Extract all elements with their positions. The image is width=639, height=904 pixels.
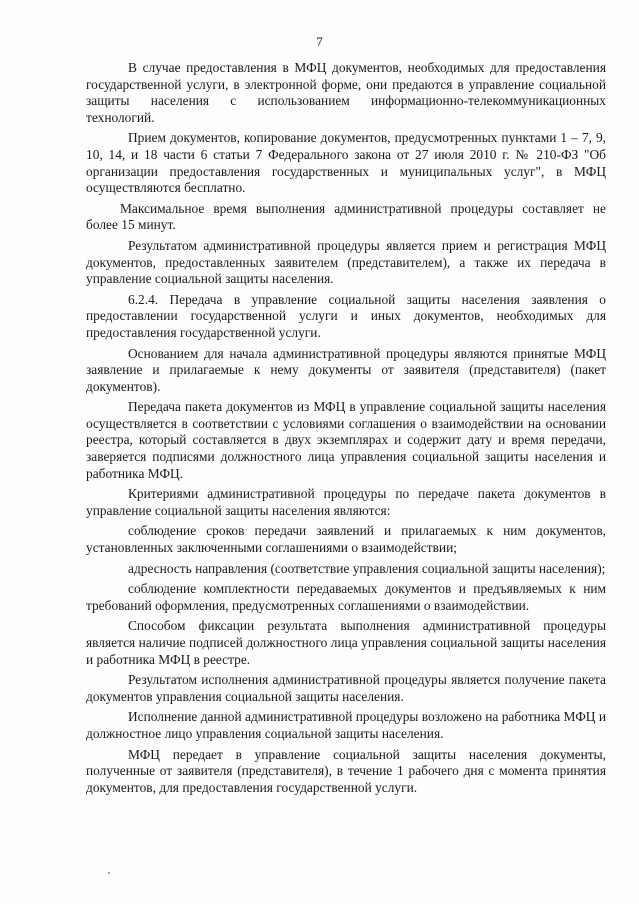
paragraph-procedure-basis: Основанием для начала административной процедуры являются принятые МФЦ заявление и прилагаемые к нему документы от заявителя (представителя) (пакет документов). bbox=[86, 345, 606, 394]
page-number: 7 bbox=[316, 34, 323, 49]
paragraph-max-time: Максимальное время выполнения административной процедуры составляет не более 15 минут. bbox=[86, 200, 606, 233]
scan-speck bbox=[108, 872, 110, 874]
paragraph-transfer-deadline: МФЦ передает в управление социальной защиты населения документы, полученные от заявителя (представителя), в течение 1 рабочего дня с момента принятия документов, для предоставления государственной услуги. bbox=[86, 746, 606, 795]
paragraph-criteria-completeness: соблюдение комплектности передаваемых документов и предъявляемых к ним требований оформления, предусмотренных соглашениями о взаимодействии. bbox=[86, 581, 606, 613]
paragraph-document-copying: Прием документов, копирование документов, предусмотренных пунктами 1 – 7, 9, 10, 14, и 18 части 6 статьи 7 Федерального закона от 27 июля 2010 г. № 210-ФЗ "Об организации предоставления государственных и муниципальных услуг", в МФЦ осуществляются бесплатно. bbox=[86, 130, 606, 196]
paragraph-fixation-method: Способом фиксации результата выполнения административной процедуры является наличие подписей должностного лица управления социальной защиты населения и работника МФЦ в реестре. bbox=[86, 618, 606, 667]
paragraph-procedure-result: Результатом административной процедуры является прием и регистрация МФЦ документов, предоставленных заявителем (представителем), а также их передача в управление социальной защиты населения. bbox=[86, 237, 606, 287]
paragraph-electronic-submission: В случае предоставления в МФЦ документов, необходимых для предоставления государственной услуги, в электронной форме, они предаются в управление социальной защиты населения с использованием информационно-телекоммуникационных технологий. bbox=[86, 60, 606, 125]
paragraph-criteria-addressing: адресность направления (соответствие управления социальной защиты населения); bbox=[128, 560, 606, 576]
paragraph-criteria-deadlines: соблюдение сроков передачи заявлений и прилагаемых к ним документов, установленных заключенными соглашениями о взаимодействии; bbox=[86, 523, 606, 556]
paragraph-responsible-persons: Исполнение данной административной процедуры возложено на работника МФЦ и должностное лицо управления социальной защиты населения. bbox=[86, 709, 606, 741]
paragraph-package-transfer: Передача пакета документов из МФЦ в управление социальной защиты населения осуществляется в соответствии с условиями соглашения о взаимодействии на основании реестра, который составляется в двух экземплярах и содержит дату и время передачи, заверяется подписями должностного лица управления социальной защиты населения и работника МФЦ. bbox=[86, 399, 606, 481]
paragraph-criteria: Критериями административной процедуры по передаче пакета документов в управление социальной защиты населения являются: bbox=[86, 486, 606, 518]
document-body bbox=[86, 60, 606, 796]
paragraph-section-6-2-4: 6.2.4. Передача в управление социальной защиты населения заявления о предоставлении государственной услуги и иных документов, необходимых для предоставления государственной услуги. bbox=[86, 291, 606, 340]
paragraph-execution-result: Результатом исполнения административной процедуры является получение пакета документов управления социальной защиты населения. bbox=[86, 672, 606, 704]
